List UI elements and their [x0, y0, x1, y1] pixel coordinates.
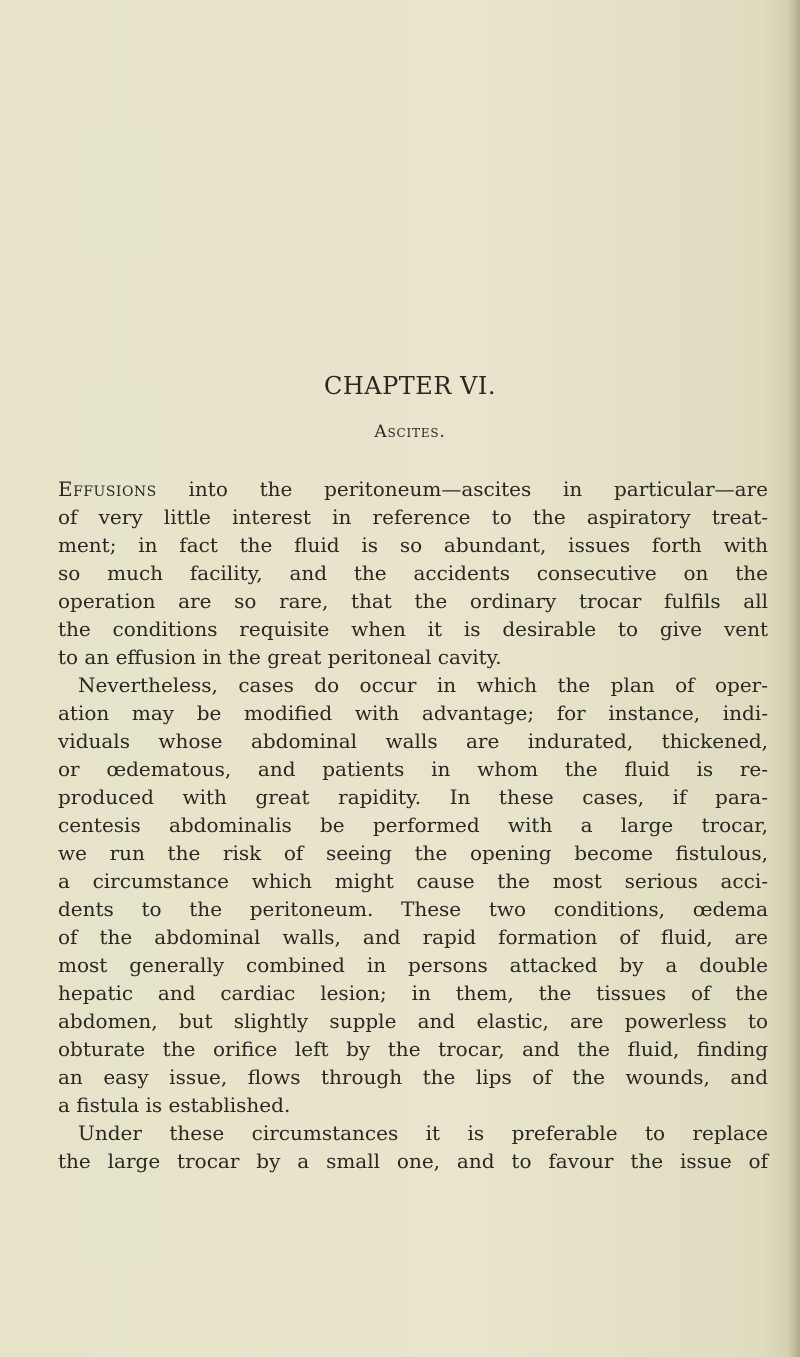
paragraph-line: ation may be modified with advantage; for instance, indi-	[58, 701, 768, 725]
paragraph-line: or œdematous, and patients in whom the fluid is re-	[58, 757, 768, 781]
paragraph-line: a fistula is established.	[58, 1093, 291, 1117]
page-edge-shadow	[788, 0, 800, 1357]
paragraph-line: Nevertheless, cases do occur in which the plan of oper-	[78, 673, 768, 697]
paragraph-line: centesis abdominalis be performed with a large trocar,	[58, 813, 768, 837]
paragraph-line	[58, 475, 768, 503]
paragraph-line: Under these circumstances it is preferable to replace	[78, 1121, 768, 1145]
paragraph-line: of very little interest in reference to the aspiratory treat-	[58, 505, 768, 529]
paragraph-line: obturate the orifice left by the trocar, and the fluid, finding	[58, 1037, 768, 1061]
paragraph-line: hepatic and cardiac lesion; in them, the tissues of the	[58, 981, 768, 1005]
paragraph-line: the conditions requisite when it is desirable to give vent	[58, 617, 768, 641]
section-title: Ascites.	[374, 422, 446, 442]
paragraph-line: a circumstance which might cause the most serious acci-	[58, 869, 768, 893]
paragraph-line: so much facility, and the accidents consecutive on the	[58, 561, 768, 585]
paragraph-line: dents to the peritoneum. These two conditions, œdema	[58, 897, 768, 921]
paragraph-line: ment; in fact the fluid is so abundant, issues forth with	[58, 533, 768, 557]
paragraph-line: produced with great rapidity. In these cases, if para-	[58, 785, 768, 809]
paragraph-line: viduals whose abdominal walls are indurated, thickened,	[58, 729, 768, 753]
paragraph-line: we run the risk of seeing the opening become fistulous,	[58, 841, 768, 865]
paragraph-line: operation are so rare, that the ordinary trocar fulfils all	[58, 589, 768, 613]
paragraph-line: to an effusion in the great peritoneal cavity.	[58, 645, 502, 669]
paragraph-line: the large trocar by a small one, and to favour the issue of	[58, 1149, 768, 1173]
paragraph-line: most generally combined in persons attacked by a double	[58, 953, 768, 977]
paragraph-line: abdomen, but slightly supple and elastic, are powerless to	[58, 1009, 768, 1033]
line-text: into the peritoneum—ascites in particular—are	[156, 477, 768, 501]
lead-word: Effusions	[58, 477, 157, 501]
paragraph-line: an easy issue, flows through the lips of the wounds, and	[58, 1065, 768, 1089]
paragraph-line: of the abdominal walls, and rapid formation of fluid, are	[58, 925, 768, 949]
chapter-heading: CHAPTER VI.	[324, 372, 496, 400]
